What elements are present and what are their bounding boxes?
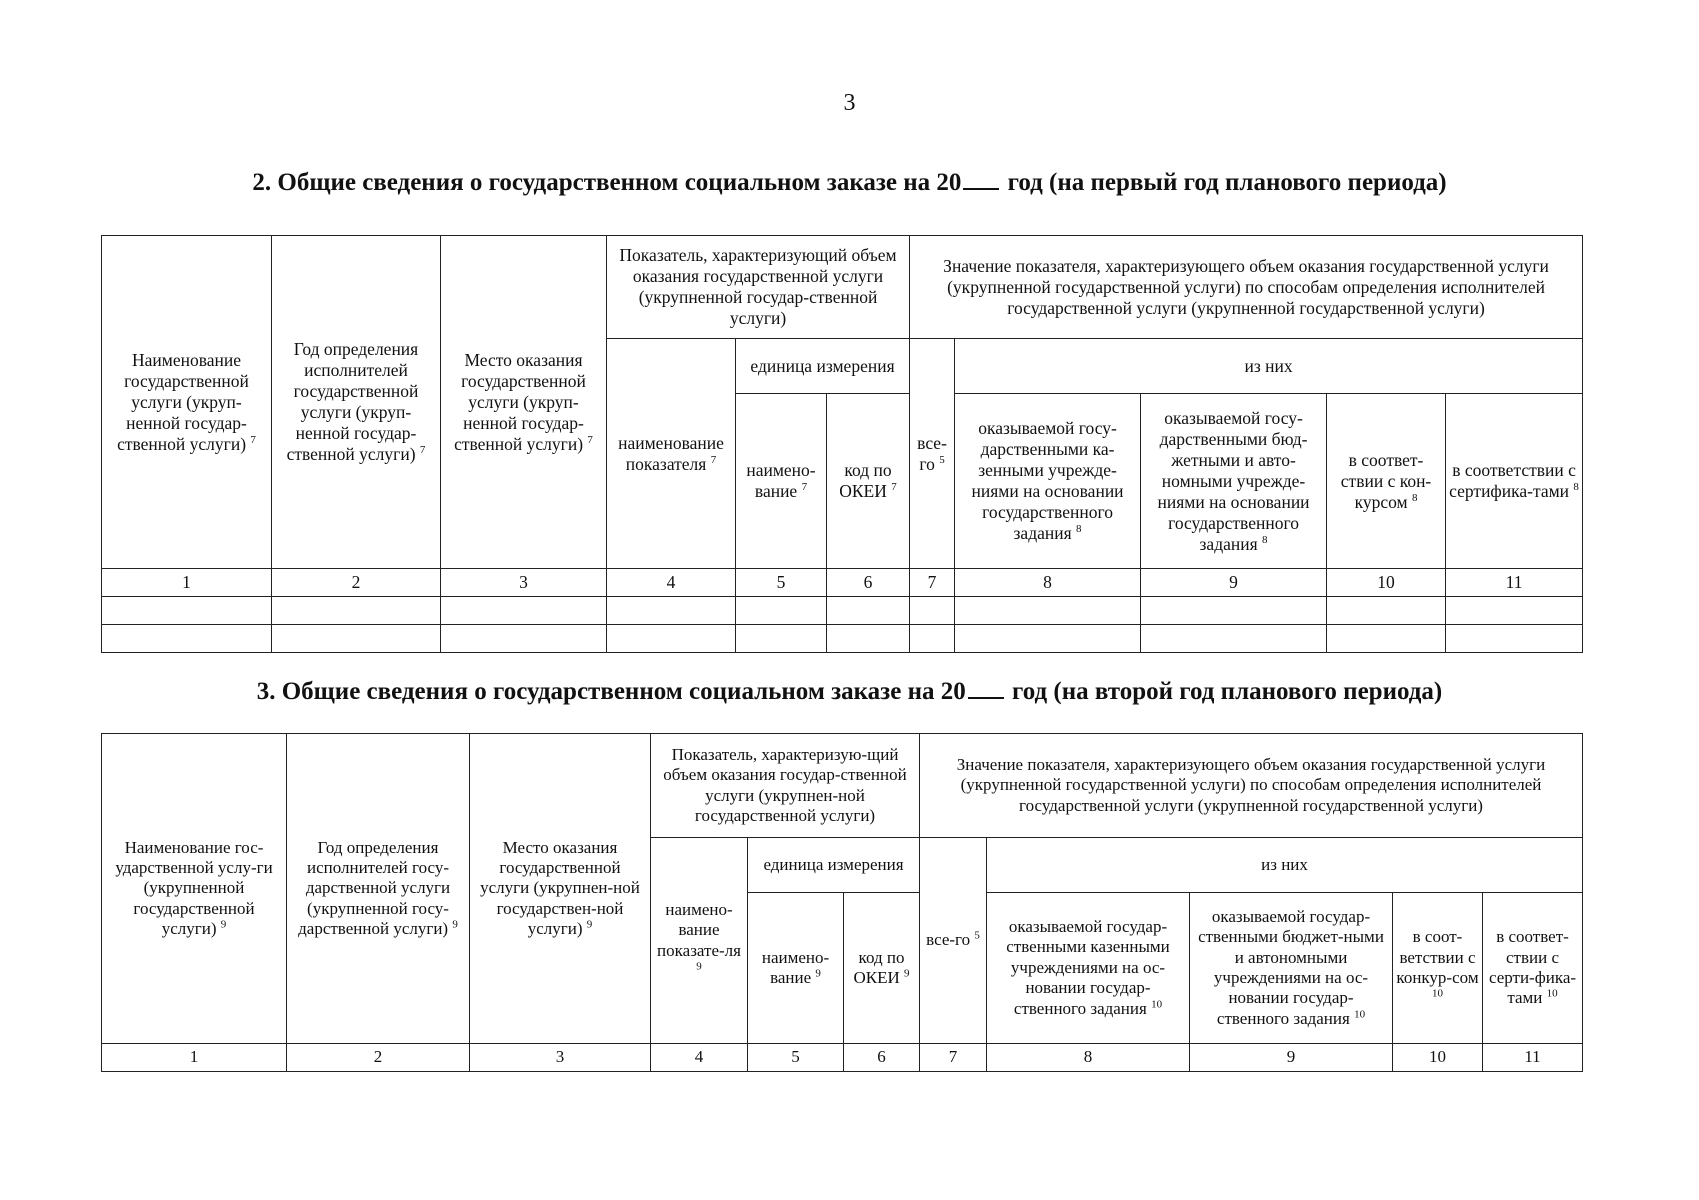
header-total: все-го $^5$: [910, 339, 955, 569]
empty-cell: [441, 597, 607, 625]
header-unit-name: наимено-вание $^9$: [748, 893, 844, 1044]
header-budget: оказываемой государ-ственными бюджет-ными и автономными учреждениями на ос-новании государ-ственного задания $^{10}$: [1190, 893, 1393, 1044]
empty-cell: [102, 597, 272, 625]
header-year: Год определения исполнителей госу-дарственной услуги (укрупненной госу-дарственной услуги) $^9$: [287, 734, 470, 1044]
column-number: 4: [607, 569, 736, 597]
year-blank: [968, 679, 1004, 699]
header-kazennye: оказываемой государ-ственными казенными учреждениями на ос-новании государ-ственного задания $^{10}$: [987, 893, 1190, 1044]
section-3-title-end: год (на второй год планового периода): [1005, 678, 1443, 705]
empty-cell: [1446, 625, 1583, 653]
column-number: 1: [102, 569, 272, 597]
header-certificates: в соответ-ствии с серти-фика-тами $^{10}$: [1483, 893, 1583, 1044]
column-number: 4: [651, 1044, 748, 1072]
empty-cell: [607, 597, 736, 625]
section-2-title-end: год (на первый год планового периода): [1001, 169, 1447, 196]
empty-cell: [1327, 625, 1446, 653]
column-numbers-row: [102, 569, 1583, 597]
section-3-title: [0, 678, 1699, 706]
column-number: 3: [441, 569, 607, 597]
header-of-them: из них: [987, 838, 1583, 893]
empty-cell: [827, 597, 910, 625]
empty-cell: [102, 625, 272, 653]
column-number: 6: [844, 1044, 920, 1072]
header-kazennye: оказываемой госу-дарственными ка-зенными учрежде-ниями на основании государственного задания $^8$: [955, 394, 1141, 569]
empty-cell: [1446, 597, 1583, 625]
header-of-them: из них: [955, 339, 1583, 394]
column-number: 8: [955, 569, 1141, 597]
header-unit-code: код по ОКЕИ $^7$: [827, 394, 910, 569]
header-indicator-name: наимено-вание показате-ля $^9$: [651, 838, 748, 1044]
empty-cell: [607, 625, 736, 653]
header-unit-code: код по ОКЕИ $^9$: [844, 893, 920, 1044]
year-blank: [963, 170, 999, 190]
column-number: 3: [470, 1044, 651, 1072]
empty-data-row: [102, 625, 1583, 653]
column-numbers-row: [102, 1044, 1583, 1072]
empty-cell: [1327, 597, 1446, 625]
section-2-title-start: 2. Общие сведения о государственном социальном заказе на 20: [252, 169, 962, 196]
column-number: 10: [1327, 569, 1446, 597]
header-budget: оказываемой госу-дарственными бюд-жетными и авто-номными учрежде-ниями на основании государственного задания $^8$: [1141, 394, 1327, 569]
header-indicator-name: наименование показателя $^7$: [607, 339, 736, 569]
empty-cell: [910, 625, 955, 653]
column-number: 8: [987, 1044, 1190, 1072]
column-number: 5: [748, 1044, 844, 1072]
column-number: 5: [736, 569, 827, 597]
column-number: 7: [920, 1044, 987, 1072]
header-unit-name: наимено-вание $^7$: [736, 394, 827, 569]
header-place: Место оказания государственной услуги (укрупнен-ной государствен-ной услуги) $^9$: [470, 734, 651, 1044]
column-number: 6: [827, 569, 910, 597]
empty-cell: [827, 625, 910, 653]
empty-cell: [955, 597, 1141, 625]
header-year: Год определения исполнителей государственной услуги (укруп-ненной государ-ственной услуги) $^7$: [272, 236, 441, 569]
column-number: 9: [1190, 1044, 1393, 1072]
header-indicator-group: Показатель, характеризую-щий объем оказания государ-ственной услуги (укрупнен-ной государственной услуги): [651, 734, 920, 838]
empty-cell: [910, 597, 955, 625]
column-number: 11: [1483, 1044, 1583, 1072]
empty-cell: [736, 625, 827, 653]
empty-cell: [1141, 625, 1327, 653]
header-value-group: Значение показателя, характеризующего объем оказания государственной услуги (укрупненной государственной услуги) по способам определения исполнителей государственной услуги (укрупненной государственной услуги): [910, 236, 1583, 339]
empty-cell: [736, 597, 827, 625]
section-3-table: [101, 733, 1583, 1072]
header-unit-group: единица измерения: [736, 339, 910, 394]
header-contest: в соответ-ствии с кон-курсом $^8$: [1327, 394, 1446, 569]
section-2-table: [101, 235, 1583, 653]
empty-cell: [441, 625, 607, 653]
column-number: 11: [1446, 569, 1583, 597]
section-3-title-start: 3. Общие сведения о государственном социальном заказе на 20: [256, 678, 966, 705]
empty-data-row: [102, 597, 1583, 625]
header-contest: в соот-ветствии с конкур-сом $^{10}$: [1393, 893, 1483, 1044]
header-value-group: Значение показателя, характеризующего объем оказания государственной услуги (укрупненной государственной услуги) по способам определения исполнителей государственной услуги (укрупненной государственной услуги): [920, 734, 1583, 838]
column-number: 7: [910, 569, 955, 597]
column-number: 1: [102, 1044, 287, 1072]
column-number: 9: [1141, 569, 1327, 597]
header-service-name: Наименование гос-ударственной услу-ги (укрупненной государственной услуги) $^9$: [102, 734, 287, 1044]
header-total: все-го $^5$: [920, 838, 987, 1044]
empty-cell: [272, 625, 441, 653]
empty-cell: [272, 597, 441, 625]
page-number: 3: [843, 90, 856, 116]
empty-cell: [1141, 597, 1327, 625]
column-number: 2: [272, 569, 441, 597]
header-unit-group: единица измерения: [748, 838, 920, 893]
header-indicator-group: Показатель, характеризующий объем оказания государственной услуги (укрупненной государ-ственной услуги): [607, 236, 910, 339]
header-place: Место оказания государственной услуги (укруп-ненной государ-ственной услуги) $^7$: [441, 236, 607, 569]
column-number: 10: [1393, 1044, 1483, 1072]
header-certificates: в соответствии с сертифика-тами $^8$: [1446, 394, 1583, 569]
empty-cell: [955, 625, 1141, 653]
header-service-name: Наименование государственной услуги (укруп-ненной государ-ственной услуги) $^7$: [102, 236, 272, 569]
section-2-title: [0, 169, 1699, 197]
column-number: 2: [287, 1044, 470, 1072]
